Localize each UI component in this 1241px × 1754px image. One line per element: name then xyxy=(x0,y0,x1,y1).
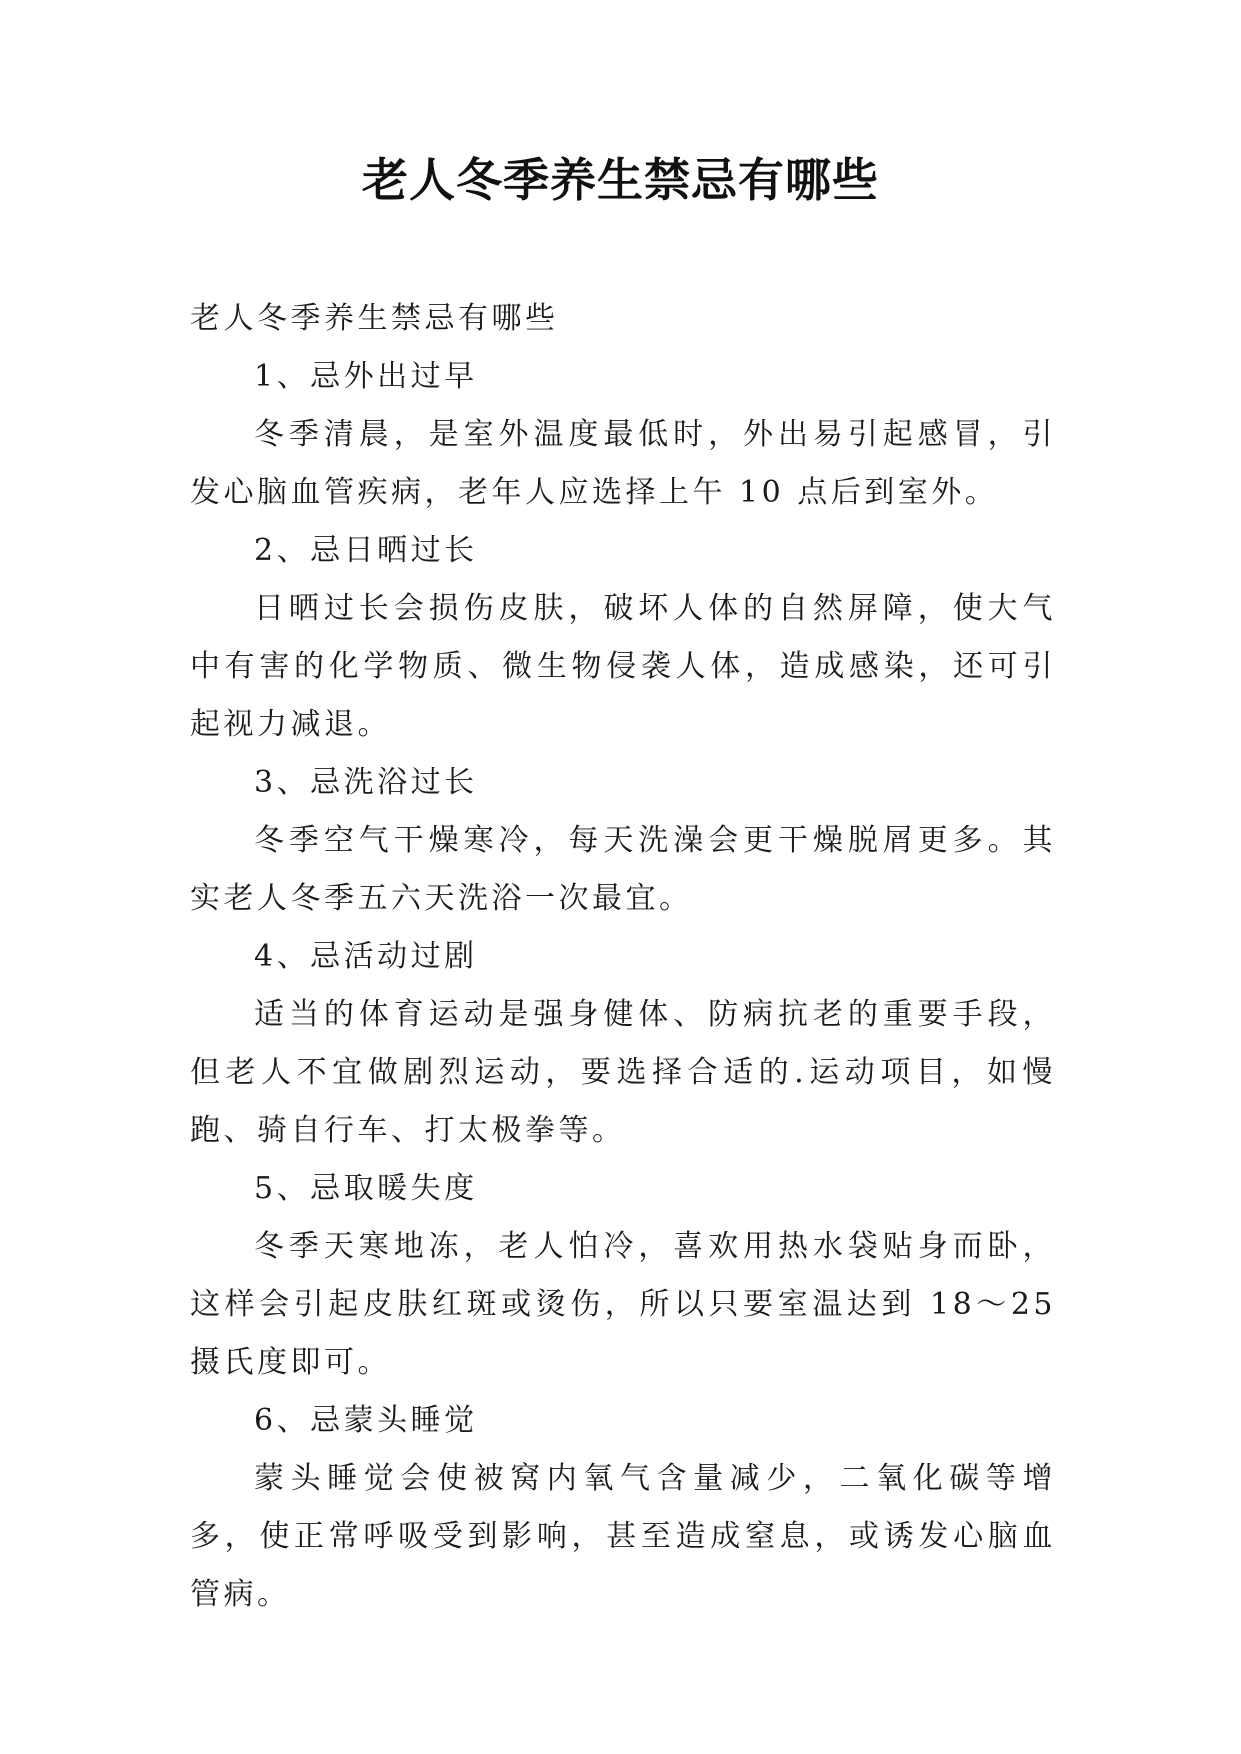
document-title: 老人冬季养生禁忌有哪些 xyxy=(362,153,879,207)
section-heading-5: 5、忌取暖失度 xyxy=(254,1171,478,1206)
section-paragraph-4: 适当的体育运动是强身健体、防病抗老的重要手段，但老人不宜做剧烈运动，要选择合适的.运动项目，如慢跑、骑自行车、打太极拳等。 xyxy=(190,997,1056,1148)
document-body xyxy=(190,290,1056,1624)
section-paragraph-2: 日晒过长会损伤皮肤，破坏人体的自然屏障，使大气中有害的化学物质、微生物侵袭人体，造成感染，还可引起视力减退。 xyxy=(190,591,1056,742)
section-paragraph-5: 冬季天寒地冻，老人怕冷，喜欢用热水袋贴身而卧，这样会引起皮肤红斑或烫伤，所以只要室温达到 18～25 摄氏度即可。 xyxy=(190,1229,1056,1380)
section-heading-6: 6、忌蒙头睡觉 xyxy=(254,1403,478,1438)
section-paragraph-6: 蒙头睡觉会使被窝内氧气含量减少，二氧化碳等增多，使正常呼吸受到影响，甚至造成窒息，或诱发心脑血管病。 xyxy=(190,1461,1056,1612)
section-heading-2: 2、忌日晒过长 xyxy=(254,533,478,568)
section-paragraph-1: 冬季清晨，是室外温度最低时，外出易引起感冒，引发心脑血管疾病，老年人应选择上午 10 点后到室外。 xyxy=(190,417,1056,510)
section-heading-4: 4、忌活动过剧 xyxy=(254,939,478,974)
section-heading-1: 1、忌外出过早 xyxy=(254,359,478,394)
section-heading-3: 3、忌洗浴过长 xyxy=(254,765,478,800)
section-paragraph-3: 冬季空气干燥寒冷，每天洗澡会更干燥脱屑更多。其实老人冬季五六天洗浴一次最宜。 xyxy=(190,823,1056,916)
intro-heading: 老人冬季养生禁忌有哪些 xyxy=(190,301,559,336)
